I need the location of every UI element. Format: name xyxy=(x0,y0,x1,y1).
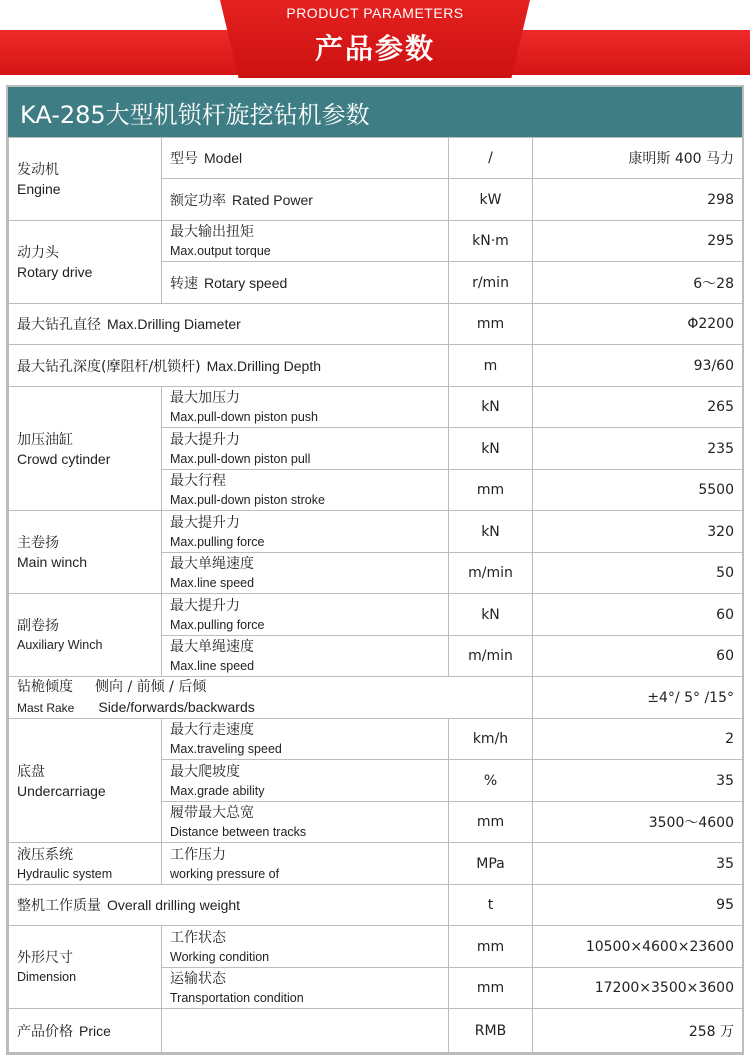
item-transport-condition: 运输状态 Transportation condition xyxy=(162,968,449,1009)
value-cell: 320 xyxy=(533,511,743,553)
table-row xyxy=(9,719,743,760)
category-dimension: 外形尺寸 Dimension xyxy=(9,926,162,1009)
item-price-empty xyxy=(162,1009,449,1053)
value-cell: 3500～4600 xyxy=(533,802,743,843)
unit-cell: / xyxy=(449,138,533,179)
unit-cell: kN xyxy=(449,511,533,553)
item-max-torque: 最大输出扭矩 Max.output torque xyxy=(162,221,449,262)
unit-cell: kN·m xyxy=(449,221,533,262)
item-rated-power: 额定功率 Rated Power xyxy=(162,179,449,221)
unit-cell: kN xyxy=(449,594,533,636)
table-row xyxy=(9,221,743,262)
item-pulldown-stroke: 最大行程 Max.pull-down piston stroke xyxy=(162,470,449,511)
category-crowd-cylinder: 加压油缸 Crowd cytinder xyxy=(9,387,162,511)
unit-cell: m/min xyxy=(449,553,533,594)
value-cell: 35 xyxy=(533,760,743,802)
item-aux-line-speed: 最大单绳速度 Max.line speed xyxy=(162,636,449,677)
item-track-width: 履带最大总宽 Distance between tracks xyxy=(162,802,449,843)
unit-cell: mm xyxy=(449,802,533,843)
value-cell: 2 xyxy=(533,719,743,760)
unit-cell: kN xyxy=(449,387,533,428)
unit-cell: r/min xyxy=(449,262,533,304)
value-cell: 6～28 xyxy=(533,262,743,304)
unit-cell: mm xyxy=(449,304,533,345)
value-cell: 295 xyxy=(533,221,743,262)
item-mast-rake: 钻桅倾度 侧向 / 前倾 / 后倾 Mast Rake Side/forwards/backwards xyxy=(9,677,533,719)
value-cell: 35 xyxy=(533,843,743,885)
value-cell: 5500 xyxy=(533,470,743,511)
value-cell: 10500×4600×23600 xyxy=(533,926,743,968)
value-cell: 95 xyxy=(533,885,743,926)
parameters-table xyxy=(8,137,743,1053)
category-auxiliary-winch: 副卷扬 Auxiliary Winch xyxy=(9,594,162,677)
unit-cell: MPa xyxy=(449,843,533,885)
value-cell: 235 xyxy=(533,428,743,470)
item-grade-ability: 最大爬坡度 Max.grade ability xyxy=(162,760,449,802)
item-travel-speed: 最大行走速度 Max.traveling speed xyxy=(162,719,449,760)
unit-cell: mm xyxy=(449,968,533,1009)
value-cell: 258 万 xyxy=(533,1009,743,1053)
table-row xyxy=(9,677,743,719)
item-working-pressure: 工作压力 working pressure of xyxy=(162,843,449,885)
unit-cell: t xyxy=(449,885,533,926)
unit-cell: m xyxy=(449,345,533,387)
item-pulldown-pull: 最大提升力 Max.pull-down piston pull xyxy=(162,428,449,470)
value-cell: 60 xyxy=(533,636,743,677)
table-row xyxy=(9,387,743,428)
item-working-condition: 工作状态 Working condition xyxy=(162,926,449,968)
unit-cell: mm xyxy=(449,926,533,968)
value-cell: 50 xyxy=(533,553,743,594)
table-row xyxy=(9,138,743,179)
table-row xyxy=(9,594,743,636)
value-cell: ±4°/ 5° /15° xyxy=(533,677,743,719)
unit-cell: km/h xyxy=(449,719,533,760)
unit-cell: m/min xyxy=(449,636,533,677)
table-row xyxy=(9,304,743,345)
table-row xyxy=(9,885,743,926)
item-overall-weight: 整机工作质量 Overall drilling weight xyxy=(9,885,449,926)
table-row xyxy=(9,926,743,968)
item-aux-pulling-force: 最大提升力 Max.pulling force xyxy=(162,594,449,636)
category-price: 产品价格 Price xyxy=(9,1009,162,1053)
unit-cell: kW xyxy=(449,179,533,221)
table-row xyxy=(9,345,743,387)
category-rotary-drive: 动力头 Rotary drive xyxy=(9,221,162,304)
value-cell: 265 xyxy=(533,387,743,428)
category-main-winch: 主卷扬 Main winch xyxy=(9,511,162,594)
item-pulldown-push: 最大加压力 Max.pull-down piston push xyxy=(162,387,449,428)
value-cell: Φ2200 xyxy=(533,304,743,345)
category-hydraulic-system: 液压系统 Hydraulic system xyxy=(9,843,162,885)
item-rotary-speed: 转速 Rotary speed xyxy=(162,262,449,304)
table-title: KA-285大型机锁杆旋挖钻机参数 xyxy=(20,101,370,129)
item-main-line-speed: 最大单绳速度 Max.line speed xyxy=(162,553,449,594)
value-cell: 93/60 xyxy=(533,345,743,387)
category-engine: 发动机 Engine xyxy=(9,138,162,221)
unit-cell: mm xyxy=(449,470,533,511)
item-main-pulling-force: 最大提升力 Max.pulling force xyxy=(162,511,449,553)
category-undercarriage: 底盘 Undercarriage xyxy=(9,719,162,843)
item-model: 型号 Model xyxy=(162,138,449,179)
table-row xyxy=(9,843,743,885)
item-max-depth: 最大钻孔深度(摩阻杆/机锁杆) Max.Drilling Depth xyxy=(9,345,449,387)
unit-cell: kN xyxy=(449,428,533,470)
table-row xyxy=(9,511,743,553)
table-row xyxy=(9,1009,743,1053)
item-max-diameter: 最大钻孔直径 Max.Drilling Diameter xyxy=(9,304,449,345)
unit-cell: % xyxy=(449,760,533,802)
header-subtitle: PRODUCT PARAMETERS xyxy=(286,5,464,21)
header-title: 产品参数 xyxy=(314,32,435,65)
table-title-bar xyxy=(8,87,742,138)
value-cell: 60 xyxy=(533,594,743,636)
value-cell: 康明斯 400 马力 xyxy=(533,138,743,179)
unit-cell: RMB xyxy=(449,1009,533,1053)
value-cell: 17200×3500×3600 xyxy=(533,968,743,1009)
value-cell: 298 xyxy=(533,179,743,221)
